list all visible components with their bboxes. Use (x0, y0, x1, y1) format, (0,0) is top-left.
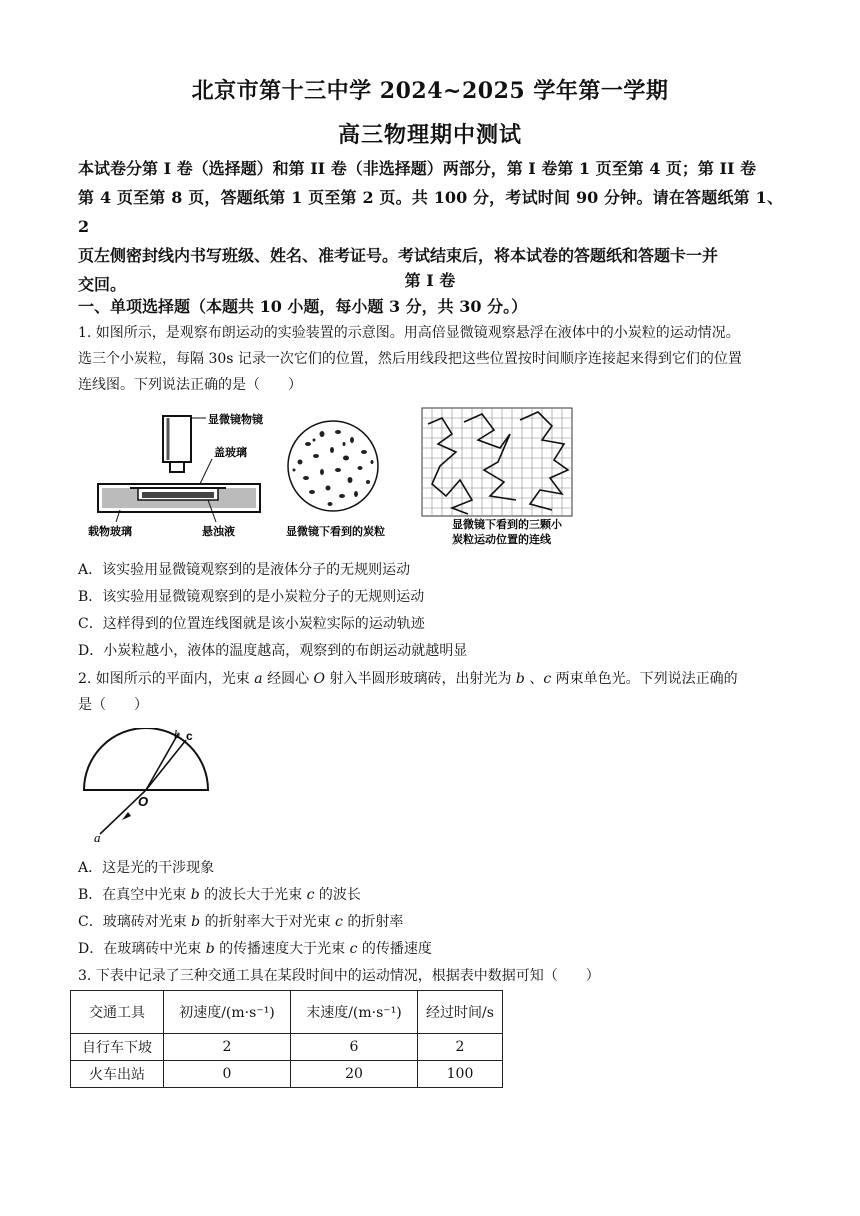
question-2-line: 是（ ） (78, 697, 148, 713)
table-cell: 2 (418, 1034, 503, 1061)
question-1-option-b: B．该实验用显微镜观察到的是小炭粒分子的无规则运动 (78, 589, 425, 605)
table-cell: 6 (291, 1034, 418, 1061)
var-O: O (313, 671, 326, 687)
table-header-cell: 经过时间/s (418, 991, 503, 1034)
instructions-line: 交回。 (78, 275, 127, 294)
table-row (71, 1034, 503, 1061)
question-3-stem: 3. 下表中记录了三种交通工具在某段时间中的运动情况，根据表中数据可知（ ） (78, 968, 600, 984)
label-cover-glass: 盖玻璃 (214, 447, 247, 459)
slide-apparatus (98, 484, 260, 512)
question-1-stem (78, 320, 783, 398)
exam-title: 北京市第十三中学 2024~2025 学年第一学期 (191, 78, 669, 104)
question-2-option-d: D．在玻璃砖中光束 b 的传播速度大于光束 c 的传播速度 (78, 941, 432, 957)
table-cell: 20 (291, 1061, 418, 1088)
table-header-cell: 交通工具 (71, 991, 164, 1034)
label-suspension: 悬浊液 (202, 526, 235, 538)
label-b: b (174, 728, 180, 741)
var-a: a (254, 671, 263, 687)
instructions-line: 本试卷分第 I 卷（选择题）和第 II 卷（非选择题）两部分，第 I 卷第 1 页至第 4 页；第 II 卷 (78, 159, 757, 178)
table-cell: 2 (164, 1034, 291, 1061)
brownian-motion-figure (80, 404, 580, 554)
table-cell: 0 (164, 1061, 291, 1088)
volume-title: 第 I 卷 (404, 271, 456, 290)
table-cell: 火车出站 (71, 1061, 164, 1088)
table-row (71, 1061, 503, 1088)
table-header-row (71, 991, 503, 1034)
var-c: c (543, 671, 552, 687)
table-cell: 自行车下坡 (71, 1034, 164, 1061)
question-2-option-c: C．玻璃砖对光束 b 的折射率大于对光束 c 的折射率 (78, 914, 404, 930)
label-a: a (94, 830, 101, 845)
particle-view-circle (288, 421, 378, 511)
question-2-stem (78, 666, 783, 718)
question-2-line: 2. 如图所示的平面内，光束 a 经圆心 O 射入半圆形玻璃砖，出射光为 b 、c 两束单色光。下列说法正确的 (78, 671, 738, 687)
var-b: b (515, 671, 525, 687)
question-1-line: 连线图。下列说法正确的是（ ） (78, 377, 302, 393)
part-title: 一、单项选择题（本题共 10 小题，每小题 3 分，共 30 分。） (78, 297, 528, 316)
instructions-line: 第 4 页至第 8 页，答题纸第 1 页至第 2 页。共 100 分，考试时间 90 分钟。请在答题纸第 1、2 (78, 188, 783, 236)
question-2-option-b: B．在真空中光束 b 的波长大于光束 c 的波长 (78, 887, 361, 903)
label-particles: 显微镜下看到的炭粒 (286, 526, 385, 538)
label-c: c (186, 729, 193, 743)
label-traces-line1: 显微镜下看到的三颗小 (452, 519, 562, 531)
table-header-cell: 初速度/(m·s⁻¹) (164, 991, 291, 1034)
motion-data-table (70, 990, 503, 1088)
label-traces-line2: 炭粒运动位置的连线 (452, 534, 551, 546)
exam-subtitle: 高三物理期中测试 (337, 122, 522, 148)
label-objective: 显微镜物镜 (208, 414, 263, 426)
table-cell: 100 (418, 1061, 503, 1088)
question-1-option-d: D．小炭粒越小，液体的温度越高，观察到的布朗运动就越明显 (78, 643, 468, 659)
instructions-line: 页左侧密封线内书写班级、姓名、准考证号。考试结束后，将本试卷的答题纸和答题卡一并 (78, 246, 719, 265)
label-O: O (138, 794, 149, 809)
table-header-cell: 末速度/(m·s⁻¹) (291, 991, 418, 1034)
question-1-line: 1. 如图所示，是观察布朗运动的实验装置的示意图。用高倍显微镜观察悬浮在液体中的小炭粒的运动情况。 (78, 325, 740, 341)
question-1-line: 选三个小炭粒，每隔 30s 记录一次它们的位置，然后用线段把这些位置按时间顺序连接起来得到它们的位置 (78, 351, 742, 367)
question-1-option-c: C．这样得到的位置连线图就是该小炭粒实际的运动轨迹 (78, 616, 425, 632)
microscope-objective-icon (163, 416, 206, 472)
question-1-option-a: A．该实验用显微镜观察到的是液体分子的无规则运动 (78, 562, 411, 578)
label-slide: 载物玻璃 (88, 526, 132, 538)
semicircle-prism-figure (80, 728, 215, 846)
question-2-option-a: A．这是光的干涉现象 (78, 860, 215, 876)
particle-traces-grid (422, 408, 572, 516)
